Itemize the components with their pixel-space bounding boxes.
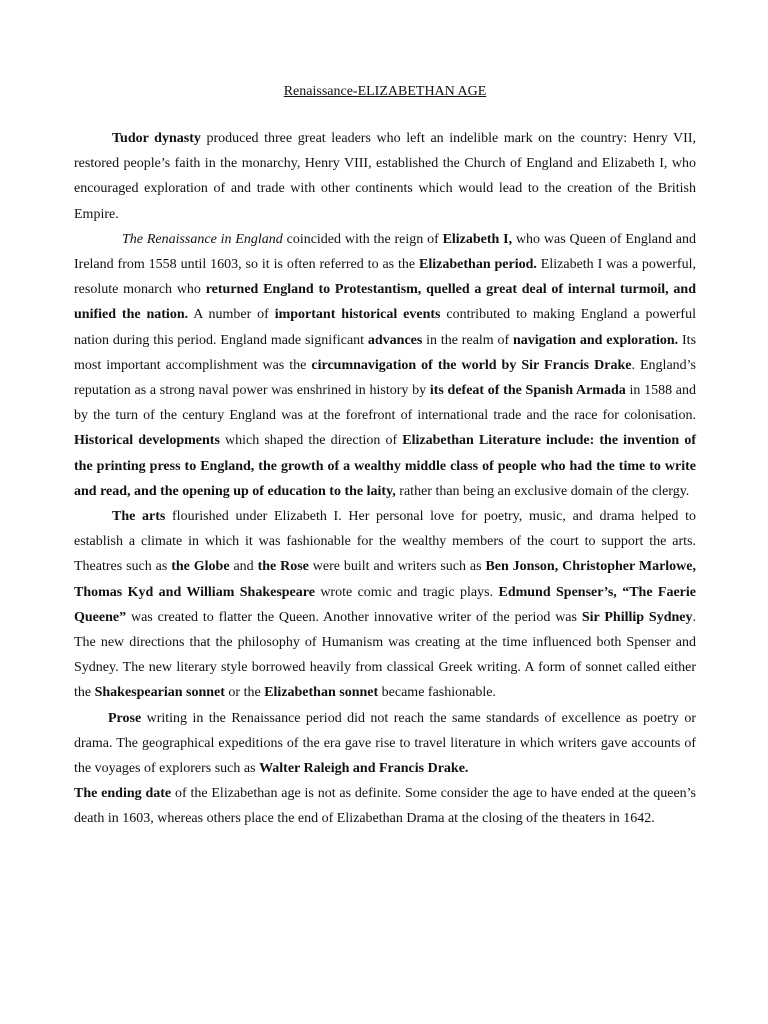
bold-phrase: Elizabethan Literature include: the invention of the printing press to England, the growth of a wealthy middle class of people who had the time to write and read, and the opening up of education to the laity, bbox=[74, 433, 696, 499]
body-text: who was Queen of England and Ireland from 1558 until 1603, so it is often referred to as the bbox=[74, 231, 697, 273]
body-text: of the Elizabethan age is not as definite. Some consider the age to have ended at the queen’s death in 1603, whereas others place the end of Elizabethan Drama at the closing of the theaters in 1642. bbox=[74, 786, 697, 827]
body-text: in the realm of bbox=[422, 332, 513, 348]
bold-phrase: navigation and exploration. bbox=[513, 332, 679, 348]
bold-phrase: important historical events bbox=[274, 307, 441, 323]
bold-phrase: Elizabethan period. bbox=[419, 257, 537, 273]
body-text: was created to flatter the Queen. Another innovative writer of the period was bbox=[126, 609, 582, 625]
bold-phrase: Elizabeth I, bbox=[442, 231, 513, 247]
paragraph-renaissance-england bbox=[74, 227, 696, 504]
bold-phrase: returned England to Protestantism, quelled a great deal of internal turmoil, and unified the nation. bbox=[74, 282, 696, 323]
body-text: which shaped the direction of bbox=[219, 433, 403, 449]
bold-phrase: The arts bbox=[112, 509, 166, 525]
body-text: Its most important accomplishment was the bbox=[74, 332, 697, 373]
bold-phrase: Sir Phillip Sydney bbox=[581, 609, 693, 625]
body-text: . England’s reputation as a strong naval power was enshrined in history by bbox=[74, 357, 696, 399]
paragraph-the-arts bbox=[74, 504, 696, 706]
body-text: produced three great leaders who left an indelible mark on the country: Henry VII, restored people’s faith in the monarchy, Henry VIII, established the Church of England and Elizabeth I, who encouraged exploration of and trade with other continents which would lead to the creation of the British Empire. bbox=[74, 131, 696, 222]
bold-phrase: Ben Jonson, Christopher Marlowe, Thomas Kyd and William Shakespeare bbox=[74, 559, 696, 600]
italic-phrase: The Renaissance in England bbox=[122, 231, 283, 247]
body-text: rather than being an exclusive domain of the clergy. bbox=[395, 483, 690, 499]
bold-phrase: the Globe bbox=[171, 559, 230, 575]
body-text: in 1588 and by the turn of the century England was at the forefront of international trade and the race for colonisation. bbox=[74, 383, 697, 424]
bold-phrase: Historical developments bbox=[74, 433, 220, 449]
bold-phrase: circumnavigation of the world by Sir Francis Drake bbox=[311, 357, 632, 373]
body-text: wrote comic and tragic plays. bbox=[314, 584, 499, 600]
bold-phrase: advances bbox=[367, 332, 423, 348]
body-text: A number of bbox=[188, 307, 275, 323]
bold-phrase: Edmund Spenser’s, “The Faerie Queene” bbox=[74, 584, 696, 625]
body-text: and bbox=[229, 559, 258, 575]
bold-phrase: Shakespearian sonnet bbox=[94, 685, 225, 701]
bold-phrase: its defeat of the Spanish Armada bbox=[429, 383, 626, 399]
bold-phrase: the Rose bbox=[257, 559, 309, 575]
bold-phrase: Elizabethan sonnet bbox=[264, 685, 379, 701]
paragraph-ending-date bbox=[74, 781, 696, 831]
paragraph-tudor-dynasty bbox=[74, 126, 696, 227]
body-text: flourished under Elizabeth I. Her personal love for poetry, music, and drama helped to establish a climate in which it was fashionable for the wealthy members of the court to support the arts. Theatres such as bbox=[74, 509, 696, 575]
bold-phrase: Walter Raleigh and Francis Drake. bbox=[259, 761, 469, 777]
paragraph-prose bbox=[74, 706, 696, 782]
body-text: . The new directions that the philosophy of Humanism was creating at the time influenced both Spenser and Sydney. The new literary style borrowed heavily from classical Greek writing. A form of sonnet called either the bbox=[74, 609, 696, 701]
body-text: coincided with the reign of bbox=[282, 231, 443, 247]
body-text: Elizabeth I was a powerful, resolute monarch who bbox=[74, 257, 696, 298]
page-title: Renaissance-ELIZABETHAN AGE bbox=[283, 84, 487, 99]
body-text: became fashionable. bbox=[378, 685, 496, 701]
body-text: were built and writers such as bbox=[308, 559, 486, 575]
bold-phrase: The ending date bbox=[74, 786, 172, 802]
body-text: contributed to making England a powerful nation during this period. England made significant bbox=[74, 307, 696, 348]
body-text: writing in the Renaissance period did not reach the same standards of excellence as poetry or drama. The geographical expeditions of the era gave rise to travel literature in which writers gave accounts of the voyages of explorers such as bbox=[74, 710, 696, 777]
bold-phrase: Tudor dynasty bbox=[112, 131, 201, 146]
body-text: or the bbox=[224, 685, 265, 701]
bold-phrase: Prose bbox=[108, 710, 142, 726]
